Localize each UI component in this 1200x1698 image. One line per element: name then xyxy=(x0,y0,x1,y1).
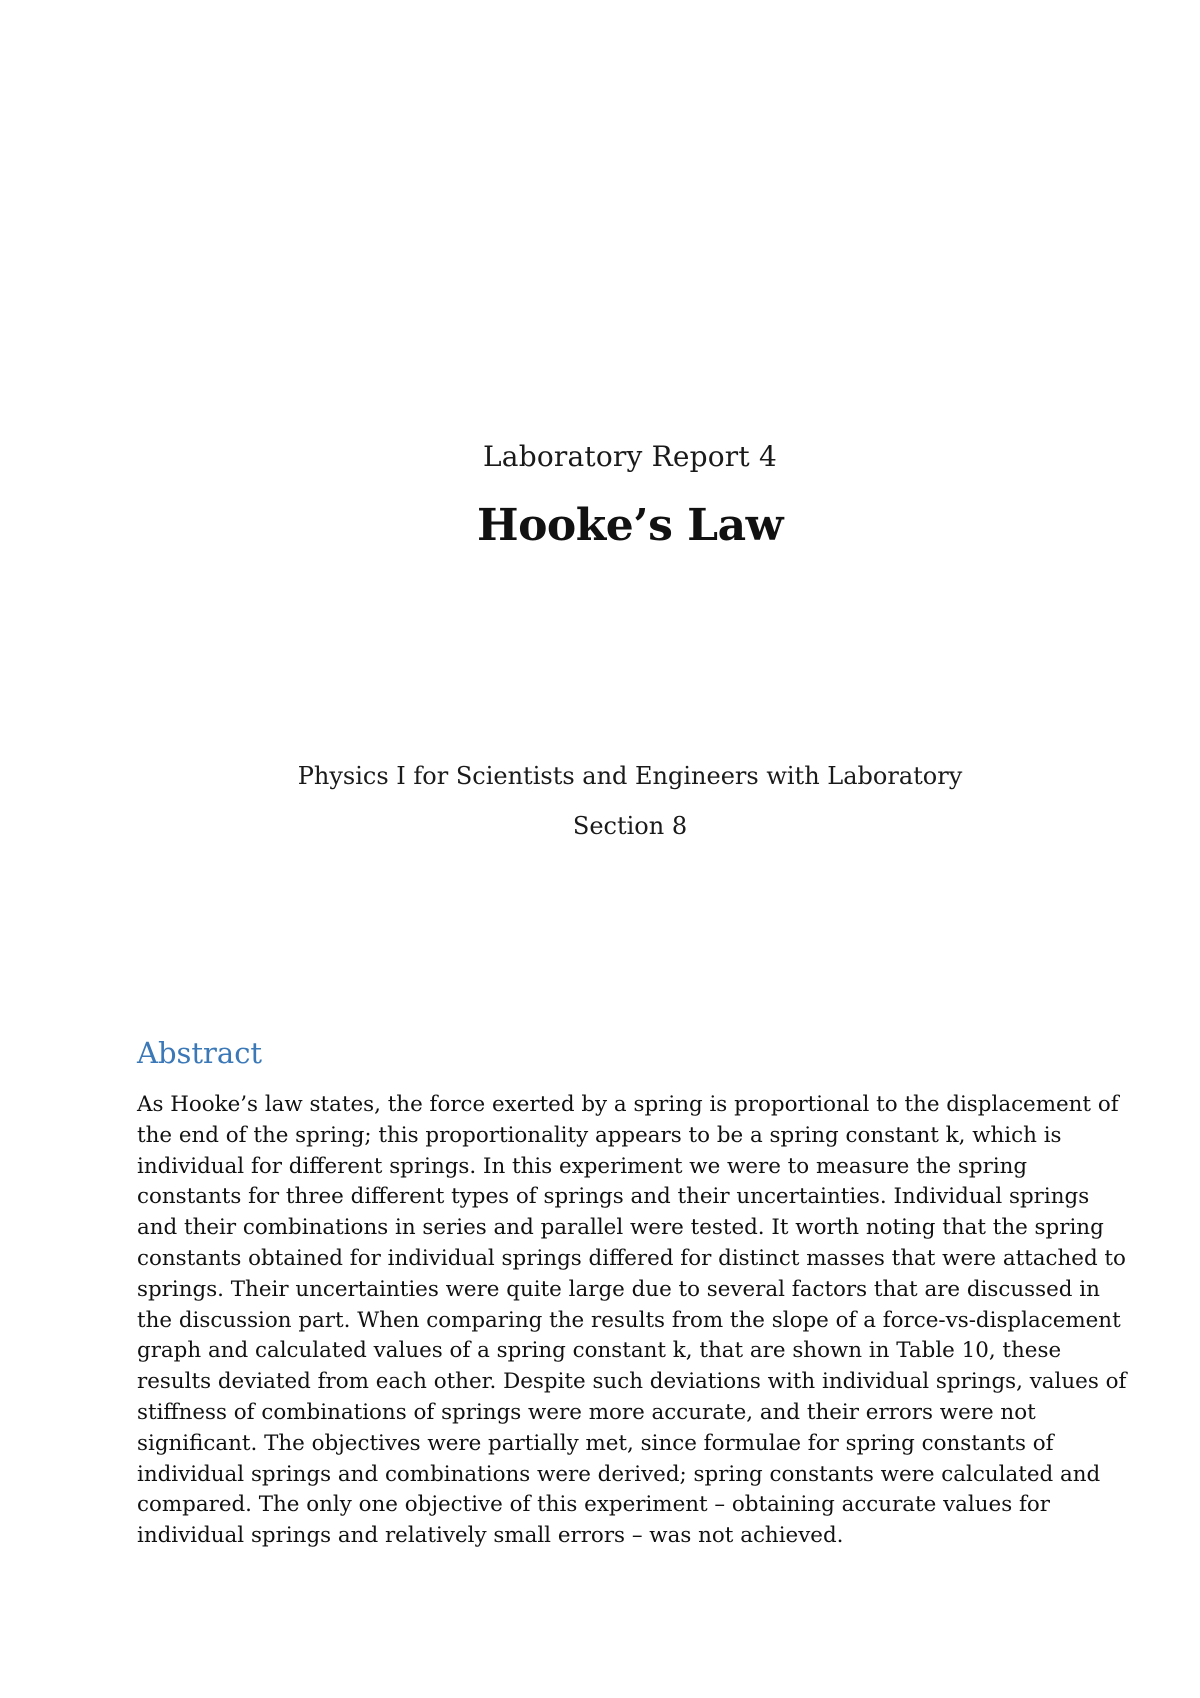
abstract-heading: Abstract xyxy=(137,1036,263,1070)
abstract-body: As Hooke’s law states, the force exerted by a spring is proportional to the displacement of the end of the spring; this proportionality appears to be a spring constant k, which is individual for different springs. In this experiment we were to measure the spring constants for three different types of springs and their uncertainties. Individual springs and their combinations in series and parallel were tested. It worth noting that the spring constants obtained for individual springs differed for distinct masses that were attached to springs. Their uncertainties were quite large due to several factors that are discussed in the discussion part. When comparing the results from the slope of a force-vs-displacement graph and calculated values of a spring constant k, that are shown in Table 10, these results deviated from each other. Despite such deviations with individual springs, values of stiffness of combinations of springs were more accurate, and their errors were not significant. The objectives were partially met, since formulae for spring constants of individual springs and combinations were derived; spring constants were calculated and compared. The only one objective of this experiment – obtaining accurate values for individual springs and relatively small errors – was not achieved. xyxy=(137,1092,1127,1549)
report-label: Laboratory Report 4 xyxy=(483,440,777,473)
section-name: Section 8 xyxy=(572,812,688,840)
course-name: Physics I for Scientists and Engineers with Laboratory xyxy=(297,762,963,790)
report-title: Hooke’s Law xyxy=(477,500,783,551)
